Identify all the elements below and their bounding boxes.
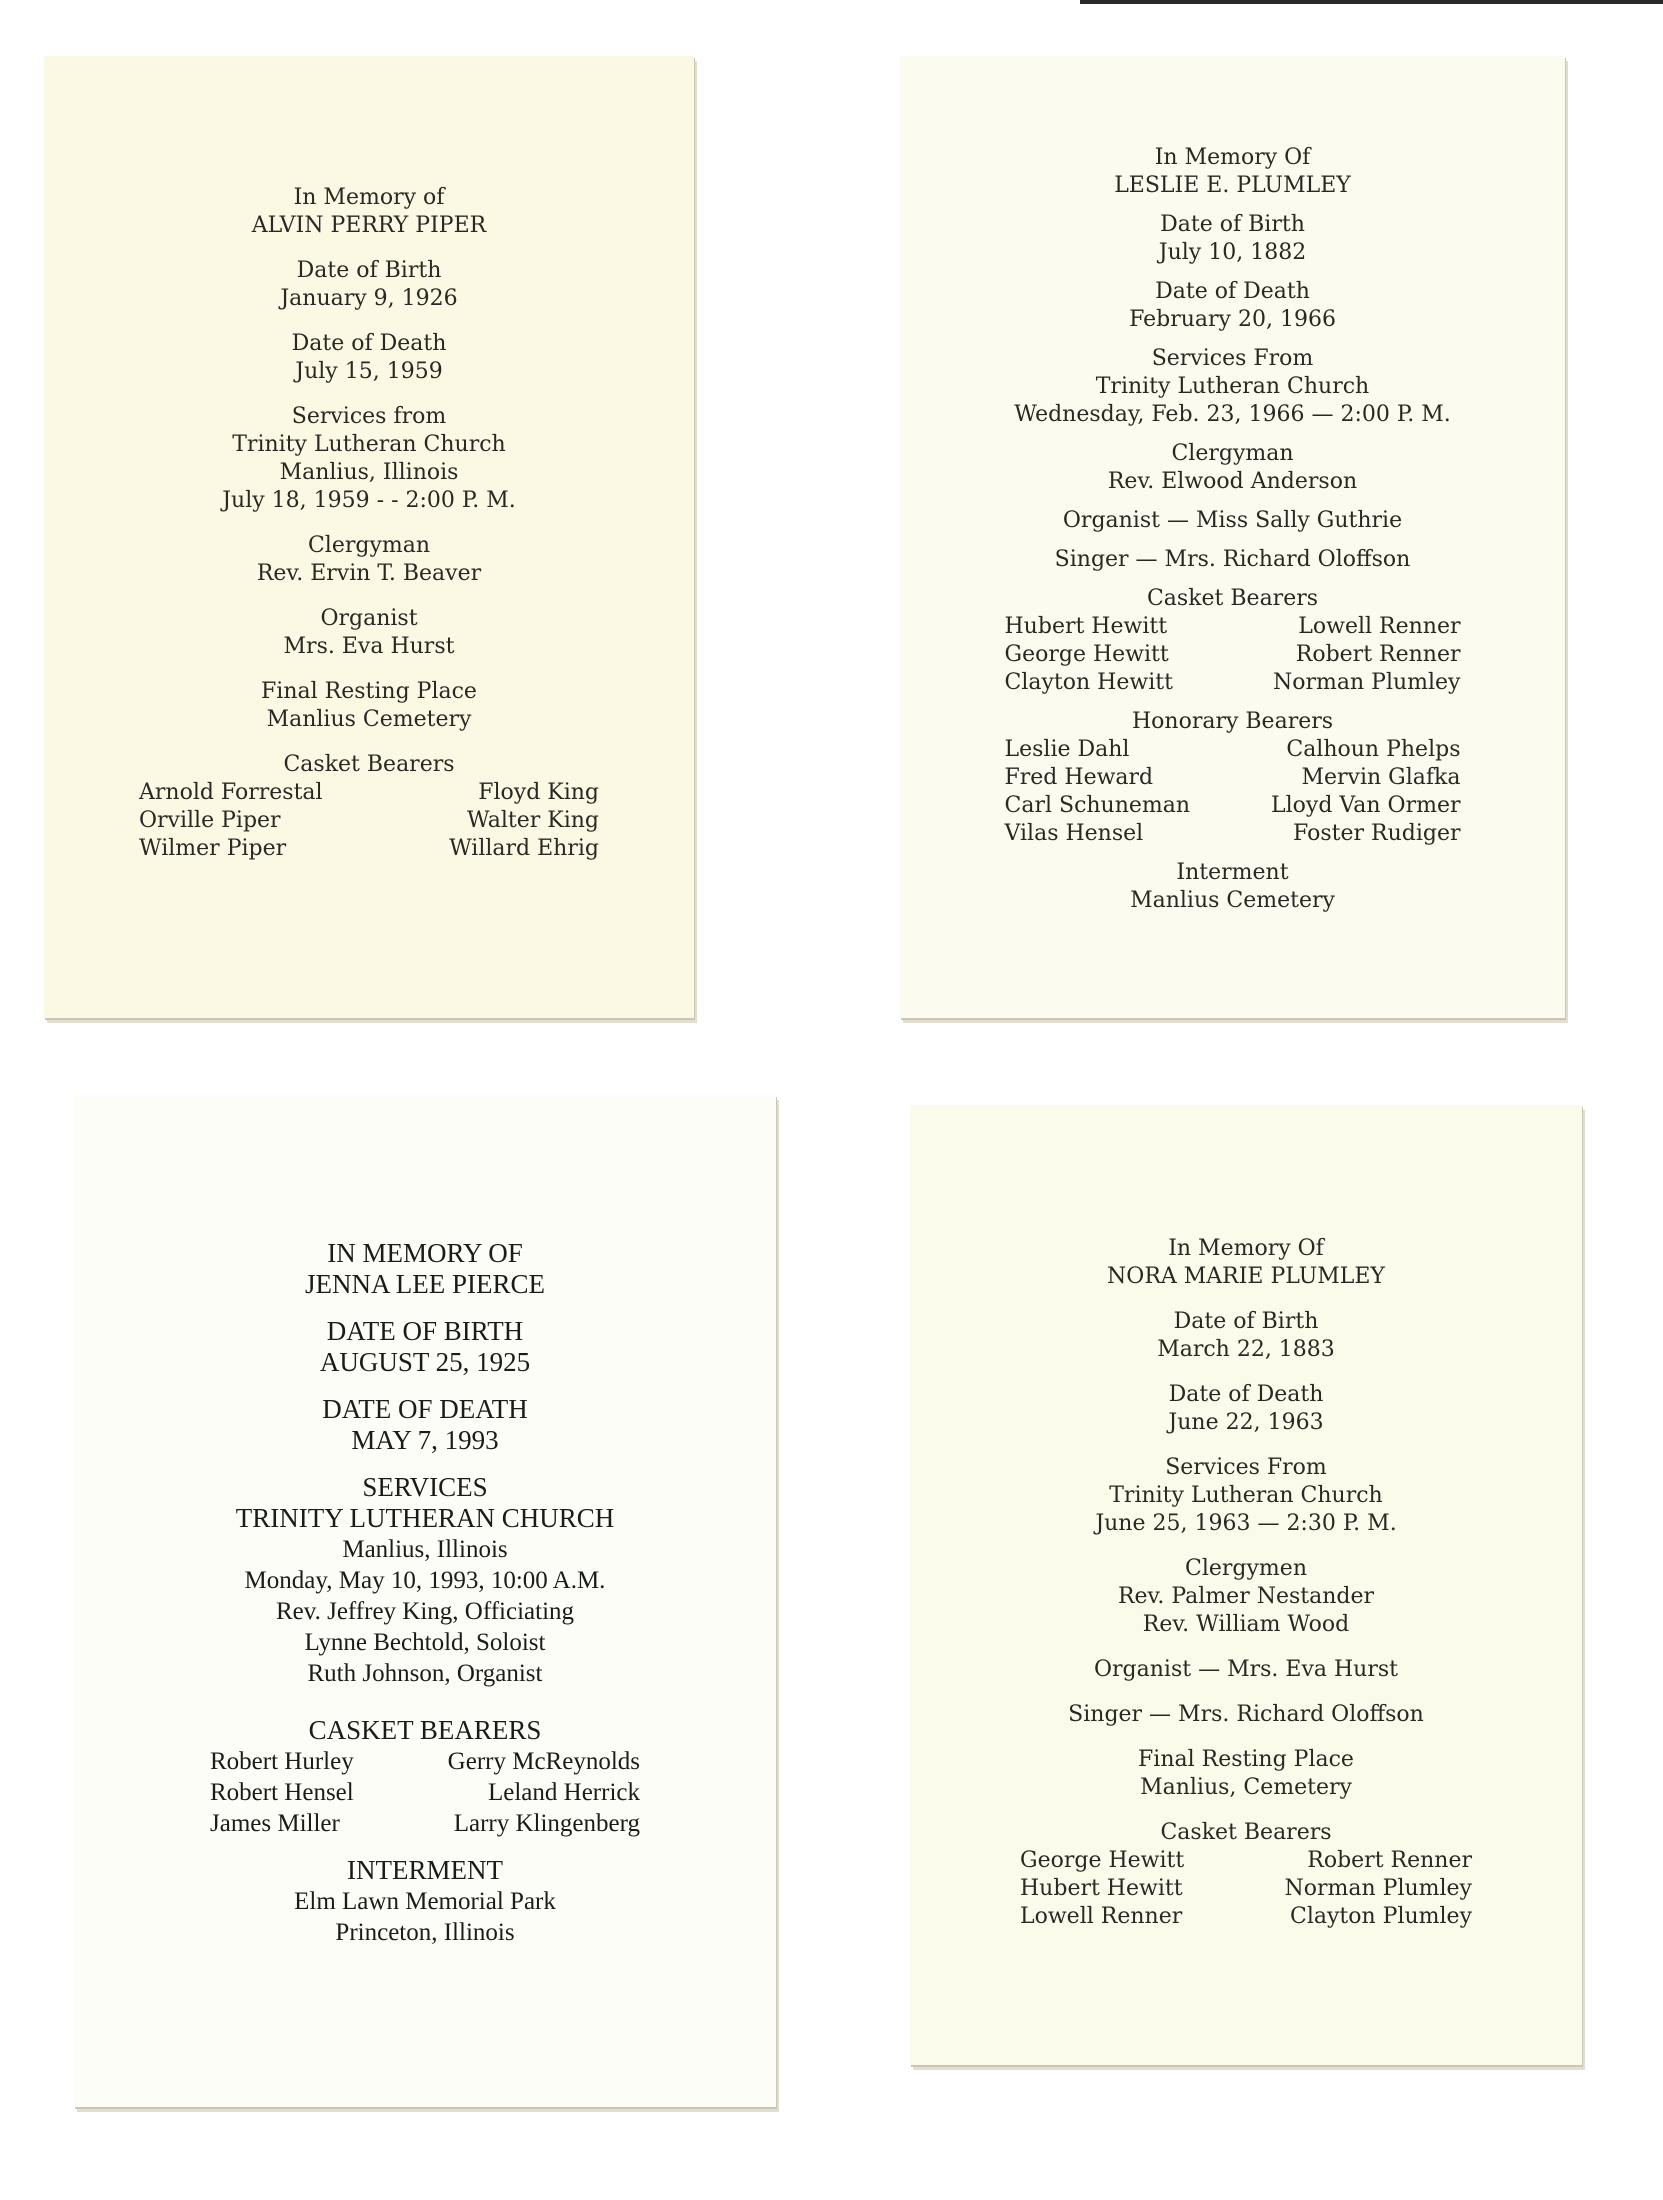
- bearers-list: [210, 1746, 640, 1839]
- bearer-name: Robert Hurley: [210, 1748, 354, 1775]
- bearer-row: [139, 779, 599, 807]
- bearer-name: Lowell Renner: [1020, 1904, 1183, 1929]
- clergymen-label: Clergymen: [1185, 1556, 1307, 1581]
- heading-block: [900, 144, 1565, 200]
- birth-block: [910, 1308, 1582, 1364]
- bearers-block: [910, 1819, 1582, 1931]
- honorary-row: [1005, 820, 1461, 848]
- clergyman-name: Rev. Palmer Nestander: [1117, 1584, 1375, 1609]
- bearer-name: Robert Renner: [1295, 642, 1461, 667]
- heading-block: [44, 184, 694, 240]
- services-block: [910, 1454, 1582, 1538]
- deceased-name: NORA MARIE PLUMLEY: [1107, 1264, 1385, 1289]
- death-date: February 20, 1966: [1129, 307, 1336, 332]
- deceased-name: JENNA LEE PIERCE: [305, 1269, 545, 1299]
- death-block: [44, 330, 694, 386]
- organist-line: Organist — Miss Sally Guthrie: [1062, 508, 1403, 533]
- organist: Ruth Johnson, Organist: [307, 1660, 543, 1687]
- clergyman-name: Rev. William Wood: [1142, 1612, 1350, 1637]
- memorial-card-nora: [910, 1105, 1582, 2065]
- death-date: July 15, 1959: [295, 359, 443, 384]
- honorary-name: Foster Rudiger: [1293, 821, 1461, 846]
- clergyman-label: Clergyman: [307, 533, 431, 558]
- interment-label: Interment: [1176, 860, 1289, 885]
- service-datetime: Monday, May 10, 1993, 10:00 A.M.: [244, 1567, 606, 1594]
- organist-name: Mrs. Eva Hurst: [283, 634, 455, 659]
- in-memory-label: In Memory Of: [1154, 145, 1311, 170]
- in-memory-label: IN MEMORY OF: [327, 1238, 523, 1268]
- bearer-row: [1005, 669, 1461, 697]
- bearers-heading: Casket Bearers: [1146, 586, 1319, 611]
- bearer-name: Clayton Plumley: [1289, 1904, 1472, 1929]
- bearer-name: George Hewitt: [1004, 642, 1169, 667]
- organist-block: [44, 605, 694, 661]
- services-block: [900, 345, 1565, 429]
- resting-place-block: [44, 678, 694, 734]
- services-label: Services from: [291, 404, 447, 429]
- clergymen-block: [910, 1555, 1582, 1639]
- bearer-name: Wilmer Piper: [139, 836, 287, 861]
- interment-block: [900, 859, 1565, 915]
- memorial-card-piper: [44, 56, 694, 1018]
- church-location: Manlius, Illinois: [342, 1536, 508, 1563]
- bearers-block: [74, 1715, 776, 1839]
- heading-block: [910, 1235, 1582, 1291]
- interment-city: Princeton, Illinois: [335, 1919, 515, 1946]
- birth-block: [74, 1316, 776, 1378]
- bearer-name: Robert Renner: [1307, 1848, 1472, 1873]
- death-label: Date of Death: [1168, 1382, 1324, 1407]
- bearer-name: Orville Piper: [139, 808, 281, 833]
- clergyman-name: Rev. Ervin T. Beaver: [256, 561, 482, 586]
- honorary-name: Fred Heward: [1004, 765, 1154, 790]
- church-name: Trinity Lutheran Church: [1109, 1483, 1383, 1508]
- bearer-name: James Miller: [210, 1810, 340, 1837]
- birth-label: DATE OF BIRTH: [326, 1316, 524, 1346]
- birth-label: Date of Birth: [296, 258, 442, 283]
- bearer-row: [210, 1777, 640, 1808]
- resting-place-label: Final Resting Place: [1138, 1747, 1354, 1772]
- resting-place-name: Manlius Cemetery: [266, 707, 472, 732]
- bearer-name: Leland Herrick: [487, 1779, 640, 1806]
- deceased-name: LESLIE E. PLUMLEY: [1114, 173, 1351, 198]
- death-label: DATE OF DEATH: [322, 1394, 528, 1424]
- bearer-name: Walter King: [467, 808, 599, 833]
- bearer-name: Floyd King: [478, 780, 599, 805]
- bearer-name: Norman Plumley: [1272, 670, 1461, 695]
- bearer-row: [139, 835, 599, 863]
- bearer-name: Norman Plumley: [1284, 1876, 1472, 1901]
- church-name: Trinity Lutheran Church: [1095, 374, 1370, 399]
- resting-place-block: [910, 1746, 1582, 1802]
- honorary-name: Carl Schuneman: [1004, 793, 1191, 818]
- death-date: MAY 7, 1993: [351, 1425, 499, 1455]
- bearers-heading: CASKET BEARERS: [308, 1715, 542, 1745]
- bearer-name: Hubert Hewitt: [1020, 1876, 1183, 1901]
- bearer-row: [139, 807, 599, 835]
- bearer-row: [210, 1808, 640, 1839]
- honorary-list: [1005, 736, 1461, 848]
- bearers-list: [1005, 613, 1461, 697]
- birth-date: July 10, 1882: [1158, 240, 1307, 265]
- bearers-heading: Casket Bearers: [283, 752, 455, 777]
- church-location: Manlius, Illinois: [279, 460, 459, 485]
- birth-date: March 22, 1883: [1157, 1337, 1335, 1362]
- honorary-row: [1005, 764, 1461, 792]
- death-date: June 22, 1963: [1168, 1410, 1324, 1435]
- bearer-row: [210, 1746, 640, 1777]
- honorary-row: [1005, 792, 1461, 820]
- bearer-name: Hubert Hewitt: [1004, 614, 1168, 639]
- bearer-name: George Hewitt: [1020, 1848, 1185, 1873]
- bearer-name: Willard Ehrig: [449, 836, 599, 861]
- church-name: Trinity Lutheran Church: [232, 432, 506, 457]
- church-name: TRINITY LUTHERAN CHURCH: [235, 1503, 615, 1533]
- bearer-row: [1020, 1903, 1472, 1931]
- clergyman-block: [44, 532, 694, 588]
- clergyman-name: Rev. Elwood Anderson: [1107, 469, 1358, 494]
- death-block: [900, 278, 1565, 334]
- honorary-name: Mervin Glafka: [1301, 765, 1461, 790]
- honorary-name: Lloyd Van Ormer: [1271, 793, 1461, 818]
- services-block: [74, 1472, 776, 1689]
- organist-line: Organist — Mrs. Eva Hurst: [1094, 1657, 1398, 1682]
- bearer-name: Arnold Forrestal: [139, 780, 323, 805]
- officiant: Rev. Jeffrey King, Officiating: [275, 1598, 575, 1625]
- death-block: [74, 1394, 776, 1456]
- services-label: SERVICES: [362, 1472, 488, 1502]
- honorary-name: Leslie Dahl: [1004, 737, 1130, 762]
- bearer-row: [1020, 1847, 1472, 1875]
- honorary-name: Vilas Hensel: [1004, 821, 1144, 846]
- birth-label: Date of Birth: [1160, 212, 1305, 237]
- memorial-card-pierce: [74, 1095, 776, 2107]
- clergyman-block: [900, 440, 1565, 496]
- bearer-row: [1020, 1875, 1472, 1903]
- services-label: Services From: [1151, 346, 1314, 371]
- memorial-card-leslie: [900, 56, 1565, 1018]
- bearers-block: [900, 585, 1565, 697]
- birth-block: [44, 257, 694, 313]
- death-label: Date of Death: [291, 331, 447, 356]
- singer-line: Singer — Mrs. Richard Oloffson: [1068, 1702, 1424, 1727]
- bearer-name: Lowell Renner: [1298, 614, 1461, 639]
- bearer-name: Robert Hensel: [210, 1779, 354, 1806]
- interment-label: INTERMENT: [347, 1855, 503, 1885]
- resting-place-label: Final Resting Place: [261, 679, 477, 704]
- bearers-list: [139, 779, 599, 863]
- honorary-bearers-block: [900, 708, 1565, 848]
- bearer-name: Gerry McReynolds: [447, 1748, 640, 1775]
- scan-edge-line: [1080, 0, 1663, 4]
- birth-label: Date of Birth: [1173, 1309, 1319, 1334]
- deceased-name: ALVIN PERRY PIPER: [251, 213, 487, 238]
- birth-date: January 9, 1926: [280, 286, 458, 311]
- bearer-row: [1005, 641, 1461, 669]
- bearers-heading: Casket Bearers: [1160, 1820, 1332, 1845]
- service-datetime: July 18, 1959 - - 2:00 P. M.: [222, 488, 516, 513]
- interment-block: [74, 1855, 776, 1948]
- organist-label: Organist: [320, 606, 418, 631]
- interment-place: Manlius Cemetery: [1130, 888, 1335, 913]
- clergyman-label: Clergyman: [1171, 441, 1294, 466]
- birth-block: [900, 211, 1565, 267]
- interment-place: Elm Lawn Memorial Park: [294, 1888, 556, 1915]
- bearers-list: [1020, 1847, 1472, 1931]
- bearer-name: Larry Klingenberg: [453, 1810, 640, 1837]
- birth-date: AUGUST 25, 1925: [319, 1347, 531, 1377]
- service-datetime: Wednesday, Feb. 23, 1966 — 2:00 P. M.: [1014, 402, 1451, 427]
- death-label: Date of Death: [1155, 279, 1310, 304]
- singer-line: Singer — Mrs. Richard Oloffson: [1054, 547, 1411, 572]
- service-datetime: June 25, 1963 — 2:30 P. M.: [1095, 1511, 1397, 1536]
- honorary-name: Calhoun Phelps: [1286, 737, 1461, 762]
- bearers-block: [44, 751, 694, 863]
- death-block: [910, 1381, 1582, 1437]
- bearer-name: Clayton Hewitt: [1004, 670, 1173, 695]
- bearer-row: [1005, 613, 1461, 641]
- honorary-heading: Honorary Bearers: [1131, 709, 1334, 734]
- services-block: [44, 403, 694, 515]
- honorary-row: [1005, 736, 1461, 764]
- services-label: Services From: [1165, 1455, 1327, 1480]
- in-memory-label: In Memory Of: [1168, 1236, 1324, 1261]
- heading-block: [74, 1238, 776, 1300]
- resting-place-name: Manlius, Cemetery: [1140, 1775, 1352, 1800]
- soloist: Lynne Bechtold, Soloist: [304, 1629, 546, 1656]
- in-memory-label: In Memory of: [293, 185, 445, 210]
